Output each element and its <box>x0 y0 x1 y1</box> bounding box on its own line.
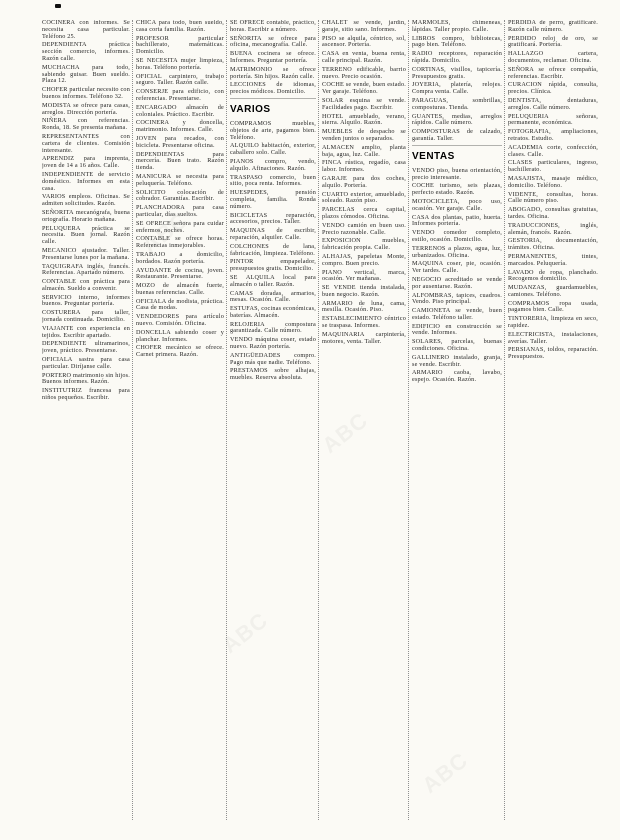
ad-text: MANICURA se necesita para peluquería. Teléfono. <box>136 172 224 187</box>
ad-text: TINTORERIA, limpieza en seco, rapidez. <box>508 315 598 330</box>
ad-text: LECCIONES de idiomas, precios módicos. Domicilio. <box>230 81 316 96</box>
ad-text: SE NECESITA mujer limpieza, horas. Teléfono portería. <box>136 56 224 71</box>
ad-text: CASA en venta, buena renta, calle principal. Razón. <box>322 50 406 64</box>
ad-text: TERRENOS a plazos, agua, luz, urbanizados. Oficina. <box>412 244 502 259</box>
ad-text: ESTUFAS, cocinas económicas, baterías. Almacén. <box>230 305 316 319</box>
ad-text: ABOGADO, consultas gratuitas, tardes. Oficina. <box>508 206 598 220</box>
classified-column-5 <box>412 20 505 820</box>
ad-text: CONTABLE se ofrece horas. Referencias inmejorables. <box>136 235 224 250</box>
ad-text: PELUQUERIA señoras, permanente, económica. <box>508 112 598 127</box>
ad-text: PERDIDA de perro, gratificaré. Razón calle número. <box>508 20 598 33</box>
ad-text: BUENA cocinera se ofrece. Informes. Preguntar portería. <box>230 50 316 64</box>
ad-text: TRADUCCIONES, inglés, alemán, francés. Razón. <box>508 221 598 236</box>
classified-column-1 <box>42 20 133 820</box>
ad-text: CONSERJE para edificio, con referencias. Presentarse. <box>136 88 224 102</box>
ad-text: DEPENDIENTA práctica sección comercio, informes. Razón calle. <box>42 41 130 62</box>
ad-text: SOLARES, parcelas, buenas condiciones. Oficina. <box>412 338 502 353</box>
ad-text: HUESPEDES, pensión completa, familia. Ronda número. <box>230 189 316 210</box>
classified-column-4 <box>322 20 409 820</box>
ad-text: PRESTAMOS sobre alhajas, muebles. Reserva absoluta. <box>230 367 316 382</box>
ad-text: CHALET se vende, jardín, garaje, sitio sano. Informes. <box>322 20 406 33</box>
ad-text: ALFOMBRAS, tapices, cuadros. Vendo. Piso principal. <box>412 291 502 306</box>
ad-text: MAQUINA coser, pie, ocasión. Ver tardes. Calle. <box>412 260 502 275</box>
ad-text: NEGOCIO acreditado se vende por ausentarse. Razón. <box>412 275 502 290</box>
ad-text: JOYERIA, platería, relojes. Compra venta. Calle. <box>412 81 502 96</box>
classified-column-2 <box>136 20 227 820</box>
ad-text: APRENDIZ para imprenta, joven de 14 a 16 años. Calle. <box>42 155 130 170</box>
ad-text: ALMACEN amplio, planta baja, agua, luz. Calle. <box>322 143 406 158</box>
ad-text: ELECTRICISTA, instalaciones, averías. Taller. <box>508 330 598 345</box>
ad-text: OFICIAL carpintero, trabajo seguro. Taller. Razón calle. <box>136 72 224 87</box>
ad-text: PLANCHADORA para casa particular, días sueltos. <box>136 204 224 218</box>
ad-text: GUANTES, medias, arreglos rápidos. Calle número. <box>412 112 502 127</box>
ad-text: COCINERA con informes. Se necesita casa particular. Teléfono 25. <box>42 20 130 40</box>
ad-text: SOLICITO colocación de cobrador. Garantías. Escribir. <box>136 188 224 203</box>
ad-text: TRABAJO a domicilio, bordados. Razón portería. <box>136 250 224 265</box>
ad-text: SE VENDE tienda instalada, buen negocio. Razón. <box>322 284 406 298</box>
ad-text: VIDENTE, consultas, horas. Calle número piso. <box>508 190 598 205</box>
ad-text: MODISTA se ofrece para casas, arreglos. Dirección portería. <box>42 101 130 116</box>
ad-text: HALLAZGO cartera, documentos, reclamar. Oficina. <box>508 50 598 64</box>
ad-text: CORTINAS, visillos, tapicería. Presupuestos gratis. <box>412 65 502 80</box>
ad-text: EXPOSICION muebles, fabricación propia. Calle. <box>322 237 406 252</box>
ad-text: ANTIGÜEDADES compro. Pago más que nadie. Teléfono. <box>230 351 316 366</box>
ad-text: VENDO camión en buen uso. Precio razonable. Calle. <box>322 221 406 236</box>
ad-text: COMPRAMOS muebles, objetos de arte, pagamos bien. Teléfono. <box>230 119 316 141</box>
ad-text: DONCELLA sabiendo coser y planchar. Informes. <box>136 328 224 343</box>
ad-text: DENTISTA, dentaduras, arreglos. Calle número. <box>508 96 598 111</box>
ad-text: ARMARIO caoba, lavabo, espejo. Ocasión. Razón. <box>412 369 502 384</box>
ad-text: LAVADO de ropa, planchado. Recogemos domicilio. <box>508 268 598 283</box>
ad-text: PERDIDO reloj de oro, se gratificará. Portería. <box>508 34 598 49</box>
ad-text: FINCA rústica, regadío, casa labor. Informes. <box>322 159 406 174</box>
ad-text: NIÑERA con referencias. Ronda, 18. Se presenta mañana. <box>42 117 130 132</box>
ad-text: LIBROS compro, bibliotecas, pago bien. Teléfono. <box>412 34 502 49</box>
ad-text: PISO se alquila, céntrico, sol, ascensor. Portería. <box>322 34 406 49</box>
ad-text: CHICA para todo, buen sueldo, casa corta familia. Razón. <box>136 20 224 33</box>
ad-text: PARAGUAS, sombrillas, composturas. Tienda. <box>412 96 502 111</box>
ad-text: SERVICIO interno, informes buenos. Preguntar portería. <box>42 293 130 308</box>
ad-text: COMPRAMOS ropa usada, pagamos bien. Calle. <box>508 299 598 314</box>
ad-text: MAQUINAS de escribir, reparación, alquiler. Calle. <box>230 227 316 241</box>
ad-text: PROFESOR particular bachillerato, matemáticas. Domicilio. <box>136 34 224 56</box>
ad-text: VENDO comedor completo, estilo, ocasión. Domicilio. <box>412 229 502 243</box>
ad-text: MAQUINARIA carpintería, motores, venta. Taller. <box>322 330 406 345</box>
ad-text: COSTURERA para taller, jornada continuada. Domicilio. <box>42 309 130 324</box>
ad-text: SEÑORITA mecanógrafa, buena ortografía. Horario mañana. <box>42 208 130 223</box>
ad-text: MUCHACHA para todo, sabiendo guisar. Buen sueldo. Plaza 12. <box>42 63 130 85</box>
ad-text: FOTOGRAFIA, ampliaciones, retratos. Estudio. <box>508 128 598 142</box>
ad-text: SEÑORITA se ofrece para oficina, mecanografía. Calle. <box>230 34 316 49</box>
ad-text: PINTOR empapelador, presupuestos gratis. Domicilio. <box>230 258 316 273</box>
ad-text: CONTABLE con práctica para almacén. Sueldo a convenir. <box>42 278 130 292</box>
section-divider <box>230 98 316 99</box>
ink-speck <box>55 4 61 8</box>
ad-text: TERRENO edificable, barrio nuevo. Precio ocasión. <box>322 65 406 80</box>
ad-text: SOLAR esquina se vende. Facilidades pago. Escribir. <box>322 96 406 111</box>
ad-text: CAMIONETA se vende, buen estado. Teléfono taller. <box>412 307 502 321</box>
ad-text: OFICIALA sastra para casa particular. Diríjanse calle. <box>42 356 130 370</box>
ad-text: CUARTO exterior, amueblado, soleado. Razón piso. <box>322 190 406 205</box>
ad-text: PARCELAS cerca capital, plazos cómodos. Oficina. <box>322 206 406 220</box>
ad-text: VARIOS empleos. Oficinas. Se admiten solicitudes. Razón. <box>42 193 130 208</box>
ad-text: OFICIALA de modista, práctica. Casa de modas. <box>136 297 224 312</box>
ad-text: PERSIANAS, toldos, reparación. Presupuestos. <box>508 346 598 361</box>
section-heading-varios: VARIOS <box>230 103 271 115</box>
ad-text: AYUDANTE de cocina, joven. Restaurante. Presentarse. <box>136 266 224 281</box>
ad-text: PIANO vertical, marca, ocasión. Ver mañanas. <box>322 268 406 283</box>
ad-text: TRASPASO comercio, buen sitio, poca renta. Informes. <box>230 173 316 188</box>
ad-text: INSTITUTRIZ francesa para niños pequeños. Escribir. <box>42 387 130 402</box>
ad-text: BICICLETAS reparación, accesorios, precios. Taller. <box>230 211 316 226</box>
ad-text: COCHE turismo, seis plazas, perfecto estado. Razón. <box>412 182 502 197</box>
ad-text: DEPENDIENTAS para mercería. Buen trato. Razón tienda. <box>136 150 224 172</box>
ad-text: MARMOLES, chimeneas, lápidas. Taller propio. Calle. <box>412 20 502 33</box>
ad-text: SE ALQUILA local para almacén o taller. Razón. <box>230 273 316 288</box>
ad-text: ENCARGADO almacén de coloniales. Práctico. Escribir. <box>136 103 224 118</box>
ad-text: DEPENDIENTE ultramarinos, joven, práctico. Presentarse. <box>42 340 130 355</box>
ad-text: MOTOCICLETA, poco uso, ocasión. Ver garaje. Calle. <box>412 197 502 212</box>
ad-text: GALLINERO instalado, granja, se vende. Escribir. <box>412 353 502 368</box>
ad-text: CHOFER particular necesito con buenos informes. Teléfono 32. <box>42 86 130 100</box>
ad-text: SE OFRECE contable, práctico, horas. Escribir a número. <box>230 20 316 33</box>
ad-text: GARAJE para dos coches, alquilo. Portería. <box>322 174 406 189</box>
classified-column-6 <box>508 20 600 820</box>
classified-column-3 <box>230 20 319 820</box>
ad-text: ALQUILO habitación, exterior, caballero solo. Calle. <box>230 142 316 157</box>
ad-text: ARMARIO de luna, cama, mesilla. Ocasión. Piso. <box>322 299 406 314</box>
ad-text: CASA dos plantas, patio, huerta. Informes portería. <box>412 213 502 228</box>
section-heading-ventas: VENTAS <box>412 150 455 162</box>
ad-text: CURACION rápida, consulta, precios. Clínica. <box>508 81 598 96</box>
ad-text: TAQUIGRAFA inglés, francés. Referencias. Apartado número. <box>42 262 130 277</box>
ad-text: MUDANZAS, guardamuebles, camiones. Teléfono. <box>508 284 598 298</box>
ad-text: VENDEDORES para artículo nuevo. Comisión. Oficina. <box>136 313 224 328</box>
ad-text: PERMANENTES, tintes, marcados. Peluquería. <box>508 252 598 267</box>
ad-text: ACADEMIA corte, confección, clases. Calle. <box>508 143 598 158</box>
ad-text: PORTERO matrimonio sin hijos. Buenos informes. Razón. <box>42 371 130 386</box>
ad-text: SEÑORA se ofrece compañía, referencias. Escribir. <box>508 65 598 80</box>
ad-text: ALHAJAS, papeletas Monte, compro. Buen precio. <box>322 252 406 267</box>
ad-text: MATRIMONIO se ofrece portería. Sin hijos. Razón calle. <box>230 65 316 80</box>
ad-text: VENDO piso, buena orientación, precio interesante. <box>412 166 502 181</box>
ad-text: CAMAS doradas, armarios, mesas. Ocasión. Calle. <box>230 289 316 304</box>
ad-text: EDIFICIO en construcción se vende. Informes. <box>412 322 502 337</box>
ad-text: MUEBLES de despacho se venden juntos o separados. <box>322 128 406 142</box>
section-divider <box>412 145 502 146</box>
ad-text: MOZO de almacén fuerte, buenas referencias. Calle. <box>136 282 224 296</box>
ad-text: COLCHONES de lana, fabricación, limpieza. Teléfono. <box>230 242 316 257</box>
ad-text: PELUQUERA práctica se necesita. Buen jornal. Razón calle. <box>42 224 130 246</box>
ad-text: COCHE se vende, buen estado. Ver garaje. Teléfono. <box>322 81 406 96</box>
ad-text: RADIO receptores, reparación rápida. Domicilio. <box>412 50 502 64</box>
ad-text: SE OFRECE señora para cuidar enfermos, noches. <box>136 219 224 234</box>
ad-text: REPRESENTANTES con cartera de clientes. Comisión interesante. <box>42 132 130 154</box>
ad-text: ESTABLECIMIENTO céntrico se traspasa. Informes. <box>322 315 406 330</box>
ad-text: CLASES particulares, ingreso, bachillerato. <box>508 159 598 174</box>
ad-text: VENDO máquina coser, estado nuevo. Razón portería. <box>230 336 316 351</box>
ad-text: PIANOS compro, vendo, alquilo. Afinaciones. Razón. <box>230 157 316 172</box>
ad-text: JOVEN para recados, con bicicleta. Presentarse oficina. <box>136 134 224 149</box>
ad-text: INDEPENDIENTE de servicio doméstico. Informes en esta casa. <box>42 170 130 192</box>
ad-text: VIAJANTE con experiencia en tejidos. Escribir apartado. <box>42 324 130 339</box>
ad-text: HOTEL amueblado, verano, sierra. Alquilo. Razón. <box>322 112 406 127</box>
ad-text: GESTORIA, documentación, trámites. Oficina. <box>508 237 598 252</box>
ad-text: COCINERA y doncella, matrimonio. Informes. Calle. <box>136 119 224 134</box>
ad-text: MECANICO ajustador. Taller. Presentarse lunes por la mañana. <box>42 246 130 261</box>
ad-text: RELOJERIA compostura garantizada. Calle número. <box>230 320 316 335</box>
ad-text: CHOFER mecánico se ofrece. Carnet primera. Razón. <box>136 344 224 359</box>
ad-text: COMPOSTURAS de calzado, garantía. Taller. <box>412 128 502 142</box>
ad-text: MASAJISTA, masaje médico, domicilio. Teléfono. <box>508 174 598 189</box>
